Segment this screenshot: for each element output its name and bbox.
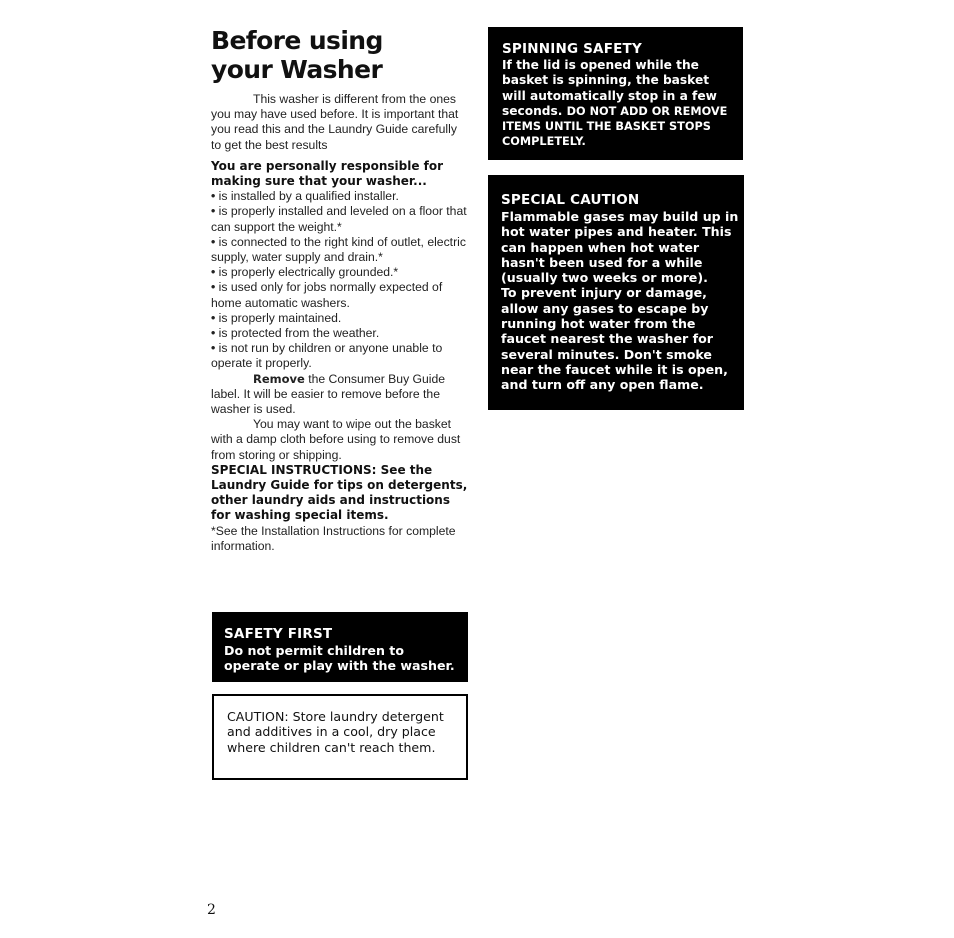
list-item: • is protected from the weather. [211, 326, 469, 341]
remove-keyword: Remove [253, 371, 305, 386]
list-item: • is properly electrically grounded.* [211, 265, 469, 280]
spinning-safety-emphasis: DO NOT ADD OR REMOVE ITEMS UNTIL THE BASKET STOPS COMPLETELY. [502, 104, 728, 149]
wipe-paragraph: You may want to wipe out the basket with a damp cloth before using to remove dust from storing or shipping. [211, 417, 461, 462]
list-item: • is not run by children or anyone unable to operate it properly. [211, 341, 469, 371]
list-item: • is properly installed and leveled on a floor that can support the weight.* [211, 204, 469, 234]
requirements-list [211, 189, 469, 371]
responsible-heading: You are personally responsible for making sure that your washer... [211, 158, 444, 189]
safety-first-heading: SAFETY FIRST [224, 626, 333, 642]
footnote: *See the Installation Instructions for complete information. [211, 523, 456, 553]
list-item: • is installed by a qualified installer. [211, 189, 469, 204]
special-caution-heading: SPECIAL CAUTION [501, 192, 640, 208]
special-caution-box [488, 175, 744, 410]
spinning-safety-box [488, 27, 743, 160]
spinning-safety-text: If the lid is opened while the basket is spinning, the basket will automatically stop in a few seconds. DO NOT ADD OR REMOVE ITEMS UNTIL THE BASKET STOPS COMPLETELY. [502, 58, 728, 149]
special-instructions: SPECIAL INSTRUCTIONS: See the Laundry Guide for tips on detergents, other laundry aids and instructions for washing special items. [211, 462, 468, 523]
special-caution-text-2: To prevent injury or damage, allow any gases to escape by running hot water from the faucet nearest the washer for several minutes. Don't smoke near the faucet while it is open, and turn off any open flame. [501, 285, 728, 393]
page-number: 2 [207, 902, 216, 918]
special-caution-text-1: Flammable gases may build up in hot water pipes and heater. This can happen when hot water hasn't been used for a while (usually two weeks or more). [501, 209, 739, 286]
title-line-2: your Washer [211, 55, 383, 84]
title-line-1: Before using [211, 26, 383, 55]
page-title [211, 26, 469, 84]
list-item: • is used only for jobs normally expected of home automatic washers. [211, 280, 469, 310]
remove-label-paragraph [211, 372, 469, 418]
safety-first-box [212, 612, 468, 682]
safety-first-text: Do not permit children to operate or play with the washer. [224, 643, 455, 674]
remove-text: the Consumer Buy Guide label. It will be easier to remove before the washer is used. [211, 371, 446, 417]
left-column [211, 26, 469, 554]
caution-store-box [212, 694, 468, 780]
spinning-safety-heading: SPINNING SAFETY [502, 41, 642, 57]
caution-store-text: CAUTION: Store laundry detergent and additives in a cool, dry place where children can't reach them. [227, 709, 444, 755]
intro-paragraph: This washer is different from the ones you may have used before. It is important that you read this and the Laundry Guide carefully to get the best results [211, 92, 459, 152]
list-item: • is connected to the right kind of outlet, electric supply, water supply and drain.* [211, 235, 469, 265]
list-item: • is properly maintained. [211, 311, 469, 326]
